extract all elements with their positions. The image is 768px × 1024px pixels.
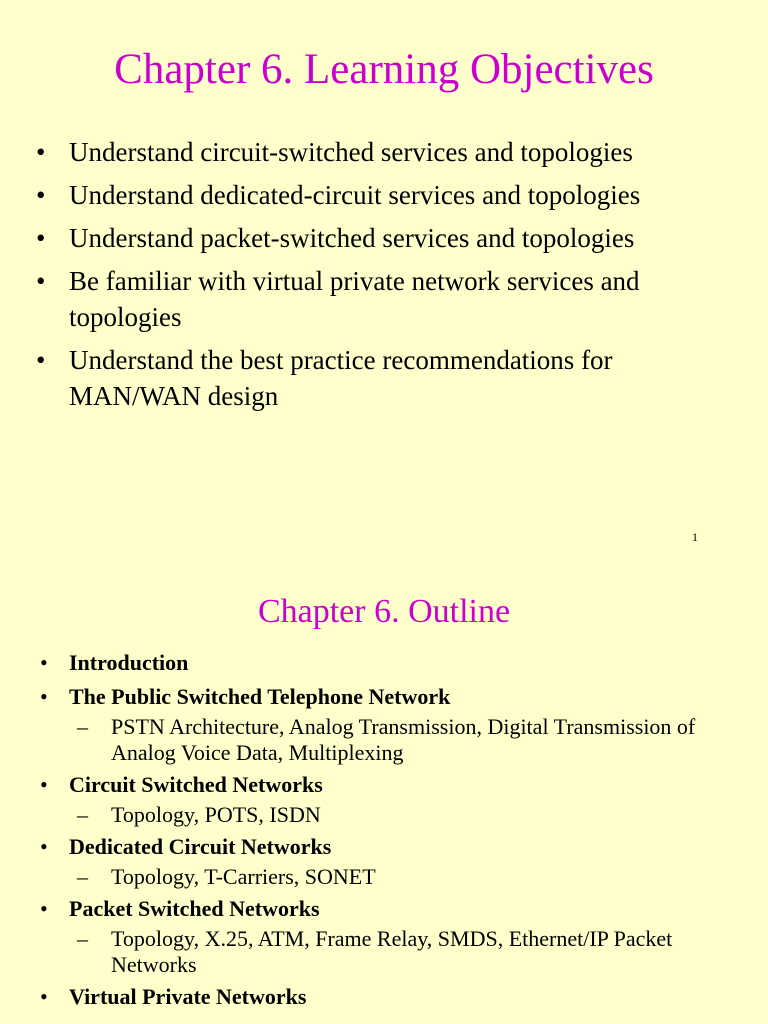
outline-heading: Virtual Private Networks <box>69 984 307 1009</box>
outline-item <box>40 832 740 890</box>
dash-icon: – <box>77 802 88 827</box>
outline-subitem-text: Topology, POTS, ISDN <box>111 802 321 827</box>
outline-subitem <box>77 926 740 978</box>
slide-title: Chapter 6. Learning Objectives <box>114 46 654 93</box>
bullet-icon: • <box>36 266 46 296</box>
bullet-icon: • <box>40 650 48 675</box>
outline-item <box>40 682 740 766</box>
outline-heading: Packet Switched Networks <box>69 896 320 921</box>
objective-item <box>36 220 736 256</box>
outline-item <box>40 648 740 678</box>
slide-outline <box>0 560 768 1024</box>
objective-item <box>36 177 736 213</box>
bullet-icon: • <box>36 137 46 167</box>
objective-text: Understand the best practice recommendations for MAN/WAN design <box>69 345 613 411</box>
outline-heading: Circuit Switched Networks <box>69 772 323 797</box>
outline-subitem-text: PSTN Architecture, Analog Transmission, Digital Transmission of Analog Voice Data, Multiplexing <box>111 714 696 765</box>
bullet-icon: • <box>36 180 46 210</box>
outline-subitem-text: Topology, X.25, ATM, Frame Relay, SMDS, Ethernet/IP Packet Networks <box>111 926 673 977</box>
objective-item <box>36 342 736 414</box>
outline-heading: Dedicated Circuit Networks <box>69 834 332 859</box>
outline-item <box>40 894 740 978</box>
bullet-icon: • <box>36 345 46 375</box>
objective-text: Be familiar with virtual private network services and topologies <box>69 266 640 332</box>
bullet-icon: • <box>40 772 48 797</box>
bullet-icon: • <box>40 834 48 859</box>
bullet-icon: • <box>40 896 48 921</box>
objective-item <box>36 134 736 170</box>
outline-heading: Introduction <box>69 650 189 675</box>
bullet-icon: • <box>40 684 48 709</box>
dash-icon: – <box>77 926 88 951</box>
dash-icon: – <box>77 864 88 889</box>
objectives-list <box>36 134 736 421</box>
objective-text: Understand dedicated-circuit services and topologies <box>69 180 641 210</box>
objective-text: Understand circuit-switched services and topologies <box>69 137 633 167</box>
outline-item <box>40 982 740 1012</box>
outline-heading: The Public Switched Telephone Network <box>69 684 451 709</box>
bullet-icon: • <box>40 984 48 1009</box>
outline-subitem <box>77 802 740 828</box>
objective-text: Understand packet-switched services and topologies <box>69 223 635 253</box>
bullet-icon: • <box>36 223 46 253</box>
objective-item <box>36 263 736 335</box>
dash-icon: – <box>77 714 88 739</box>
outline-list <box>40 648 740 1016</box>
outline-subitem <box>77 714 740 766</box>
outline-subitem-text: Topology, T-Carriers, SONET <box>111 864 376 889</box>
page-number: 1 <box>692 530 698 544</box>
outline-item <box>40 770 740 828</box>
slide-title: Chapter 6. Outline <box>257 593 511 630</box>
outline-subitem <box>77 864 740 890</box>
